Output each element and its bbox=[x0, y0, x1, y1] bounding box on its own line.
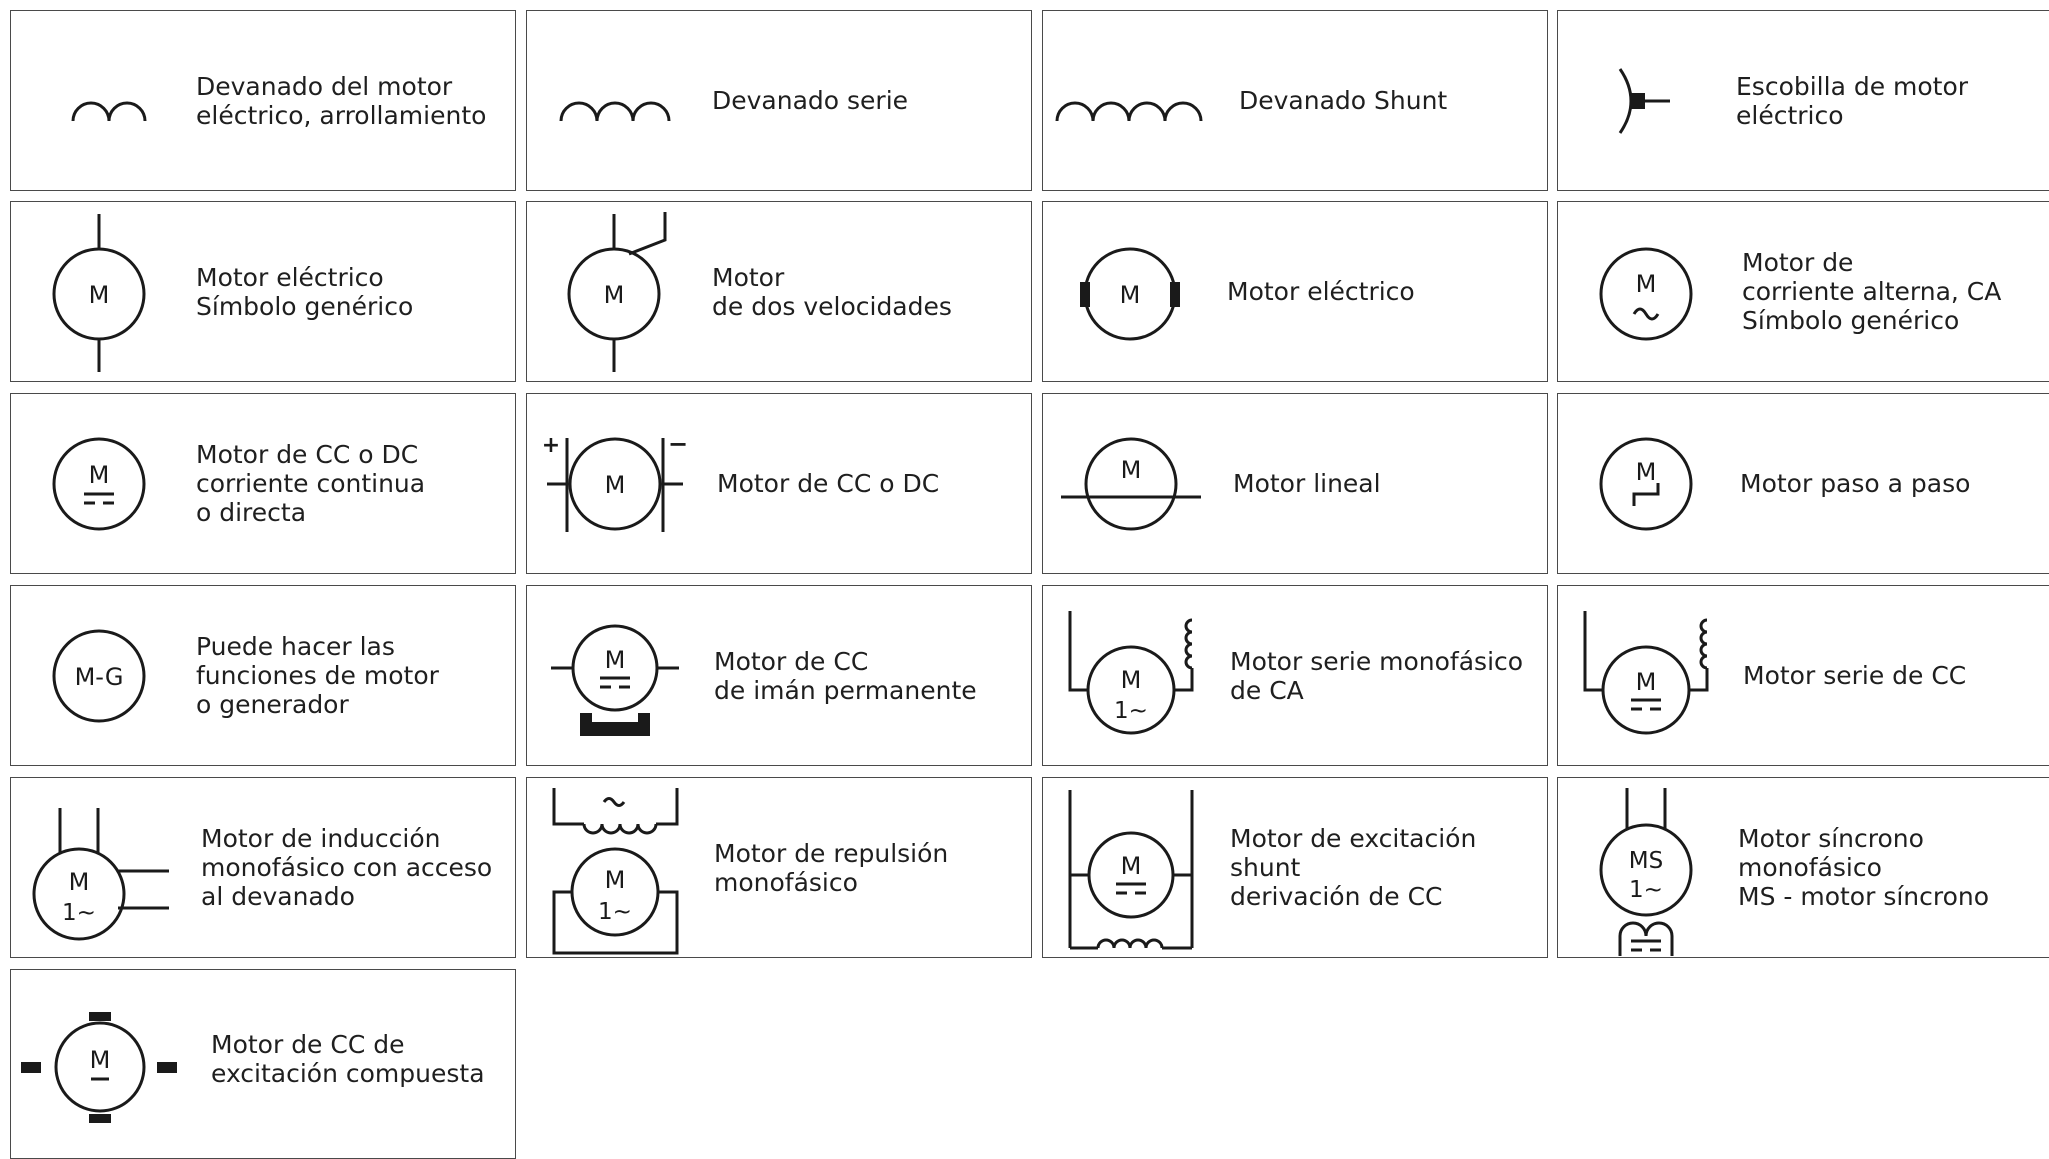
motor-generator-icon bbox=[11, 586, 201, 765]
symbol-cell-series-winding bbox=[526, 10, 1032, 191]
motor-letter: M bbox=[1120, 456, 1142, 484]
motor-letter: M bbox=[1119, 281, 1141, 309]
symbol-cell-single-phase-synchronous-motor bbox=[1557, 777, 2049, 958]
motor-letter: M bbox=[68, 868, 90, 896]
symbol-cell-motor-generator bbox=[10, 585, 516, 766]
symbol-cell-series-dc-motor bbox=[1557, 585, 2049, 766]
motor-letter: M bbox=[1120, 666, 1142, 694]
symbol-label: Motor de dos velocidades bbox=[712, 262, 952, 321]
motor-letter: M bbox=[604, 646, 626, 674]
symbol-cell-two-speed-motor bbox=[526, 201, 1032, 382]
symbol-cell-linear-motor bbox=[1042, 393, 1548, 574]
symbol-cell-single-phase-series-ac-motor bbox=[1042, 585, 1548, 766]
symbol-cell-permanent-magnet-dc-motor bbox=[526, 585, 1032, 766]
symbol-cell-generic-motor bbox=[10, 201, 516, 382]
symbol-cell-motor-brush bbox=[1557, 10, 2049, 191]
phase-label: 1∼ bbox=[1629, 877, 1663, 903]
symbol-label: Motor serie de CC bbox=[1743, 661, 1967, 690]
linear-motor-icon bbox=[1043, 394, 1233, 573]
symbol-cell-ac-motor bbox=[1557, 201, 2049, 382]
symbol-label: Motor eléctrico bbox=[1227, 277, 1415, 306]
two-speed-motor-icon bbox=[527, 202, 717, 381]
symbol-label: Devanado Shunt bbox=[1239, 86, 1448, 115]
phase-label: 1∼ bbox=[1114, 698, 1148, 724]
symbol-cell-motor-with-brushes bbox=[1042, 201, 1548, 382]
series-dc-motor-icon bbox=[1558, 586, 1748, 765]
single-phase-induction-motor-icon bbox=[11, 778, 201, 957]
symbol-label: Motor de CC o DC bbox=[717, 469, 940, 498]
motor-letter: M bbox=[88, 281, 110, 309]
symbol-label: Motor paso a paso bbox=[1740, 469, 1971, 498]
permanent-magnet-dc-motor-icon bbox=[527, 586, 717, 765]
shunt-dc-motor-icon bbox=[1043, 778, 1233, 957]
symbol-label: Motor de inducción monofásico con acceso al devanado bbox=[201, 824, 493, 911]
motor-letter: M bbox=[1635, 668, 1657, 696]
symbol-cell-stepper-motor bbox=[1557, 393, 2049, 574]
motor-letter: M bbox=[604, 866, 626, 894]
plus-sign: + bbox=[541, 433, 561, 458]
stepper-motor-icon bbox=[1558, 394, 1748, 573]
symbol-label: Motor lineal bbox=[1233, 469, 1381, 498]
single-phase-repulsion-motor-icon bbox=[527, 778, 717, 957]
motor-letter: M bbox=[1120, 852, 1142, 880]
single-phase-series-ac-motor-icon bbox=[1043, 586, 1233, 765]
symbol-cell-single-phase-repulsion-motor bbox=[526, 777, 1032, 958]
compound-dc-motor-icon bbox=[11, 970, 211, 1158]
symbol-cell-compound-dc-motor bbox=[10, 969, 516, 1159]
symbol-cell-winding bbox=[10, 10, 516, 191]
dc-motor-icon bbox=[11, 394, 201, 573]
symbol-cell-dc-motor-polarity bbox=[526, 393, 1032, 574]
motor-letter: MS bbox=[1628, 848, 1664, 874]
symbol-label: Motor síncrono monofásico MS - motor síncrono bbox=[1738, 824, 1990, 911]
symbol-label: Puede hacer las funciones de motor o generador bbox=[196, 632, 439, 719]
symbol-label: Motor de repulsión monofásico bbox=[714, 838, 949, 897]
winding-icon bbox=[11, 11, 201, 190]
motor-letter: M bbox=[603, 281, 625, 309]
symbol-label: Devanado serie bbox=[712, 86, 909, 115]
symbol-label: Motor de corriente alterna, CA Símbolo genérico bbox=[1742, 248, 2002, 335]
symbol-label: Devanado del motor eléctrico, arrollamiento bbox=[196, 71, 487, 130]
symbol-label: Motor de CC o DC corriente continua o directa bbox=[196, 440, 426, 527]
motor-with-brushes-icon bbox=[1043, 202, 1233, 381]
motor-brush-icon bbox=[1558, 11, 1748, 190]
symbol-cell-single-phase-induction-motor bbox=[10, 777, 516, 958]
phase-label: 1∼ bbox=[62, 900, 96, 926]
symbol-label: Motor de CC de excitación compuesta bbox=[211, 1030, 485, 1088]
motor-letter: M bbox=[88, 461, 110, 489]
shunt-winding-icon bbox=[1043, 11, 1243, 190]
symbol-label: Motor eléctrico Símbolo genérico bbox=[196, 262, 414, 321]
generic-motor-icon bbox=[11, 202, 201, 381]
single-phase-synchronous-motor-icon bbox=[1558, 778, 1748, 957]
symbol-cell-shunt-winding bbox=[1042, 10, 1548, 191]
series-winding-icon bbox=[527, 11, 717, 190]
motor-letter: M bbox=[604, 471, 626, 499]
symbol-label: Motor de excitación shunt derivación de CC bbox=[1230, 824, 1477, 911]
motor-letter: M bbox=[1635, 270, 1657, 298]
dc-motor-polarity-icon bbox=[527, 394, 717, 573]
motor-letter: M-G bbox=[74, 663, 124, 691]
symbol-label: Motor de CC de imán permanente bbox=[714, 646, 977, 705]
ac-motor-icon bbox=[1558, 202, 1748, 381]
symbol-cell-shunt-dc-motor bbox=[1042, 777, 1548, 958]
symbol-label: Escobilla de motor eléctrico bbox=[1736, 71, 1969, 130]
motor-letter: M bbox=[89, 1046, 111, 1074]
minus-sign: − bbox=[667, 430, 689, 458]
symbol-cell-dc-motor bbox=[10, 393, 516, 574]
motor-letter: M bbox=[1635, 458, 1657, 486]
phase-label: 1∼ bbox=[598, 899, 632, 925]
symbol-label: Motor serie monofásico de CA bbox=[1230, 646, 1524, 705]
